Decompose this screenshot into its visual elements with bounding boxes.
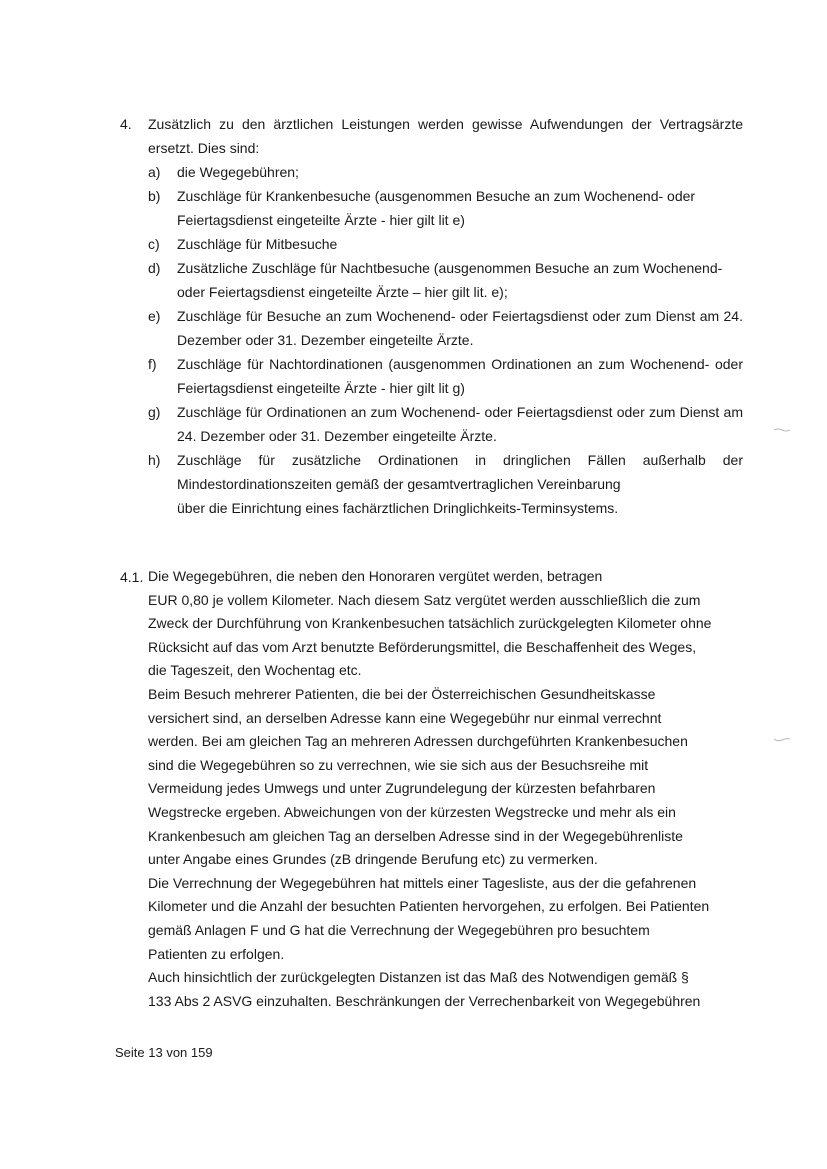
text-line: versichert sind, an derselben Adresse kann eine Wegegebühr nur einmal verrechnt xyxy=(148,709,662,726)
list-item xyxy=(148,400,743,448)
list-item-text: Zuschläge für Ordinationen an zum Wochenend- oder Feiertagsdienst oder zum Dienst am 24. Dezember oder 31. Dezember eingeteilte Ärzte. xyxy=(177,404,743,444)
list-item xyxy=(148,232,743,256)
text-line: Zweck der Durchführung von Krankenbesuchen tatsächlich zurückgelegten Kilometer ohne xyxy=(148,615,712,632)
text-line: 133 Abs 2 ASVG einzuhalten. Beschränkungen der Verrechenbarkeit von Wegegebühren xyxy=(148,992,701,1009)
list-item-text: die Wegegebühren; xyxy=(177,164,299,180)
section-4-1-body xyxy=(148,565,748,1013)
text-line: EUR 0,80 je vollem Kilometer. Nach diesem Satz vergütet werden ausschließlich die zum xyxy=(148,591,701,608)
list-item xyxy=(148,256,743,304)
list-item-label: f) xyxy=(148,356,157,372)
list-item xyxy=(148,184,743,232)
text-line: Patienten zu erfolgen. xyxy=(148,945,285,962)
list-item-text: Zusätzliche Zuschläge für Nachtbesuche (ausgenommen Besuche an zum Wochenend- oder Feiertagsdienst eingeteilte Ärzte – hier gilt lit. e); xyxy=(177,260,723,300)
text-line: Die Wegegebühren, die neben den Honoraren vergütet werden, betragen xyxy=(148,568,603,584)
list-item-text: Zuschläge für Krankenbesuche (ausgenommen Besuche an zum Wochenend- oder Feiertagsdienst eingeteilte Ärzte - hier gilt lit e) xyxy=(177,188,696,228)
list-item-label: c) xyxy=(148,236,160,252)
list-item-text: Zuschläge für Besuche an zum Wochenend- oder Feiertagsdienst oder zum Dienst am 24. Dezember oder 31. Dezember eingeteilte Ärzte. xyxy=(177,308,743,348)
section-4-1-number: 4.1. xyxy=(120,569,144,585)
text-line: gemäß Anlagen F und G hat die Verrechnung der Wegegebühren pro besuchtem xyxy=(148,921,650,938)
text-line: Auch hinsichtlich der zurückgelegten Distanzen ist das Maß des Notwendigen gemäß § xyxy=(148,969,689,986)
text-line: sind die Wegegebühren so zu verrechnen, wie sie sich aus der Besuchsreihe mit xyxy=(148,756,649,773)
list-item xyxy=(148,160,743,184)
text-line: Vermeidung jedes Umwegs und unter Zugrundelegung der kürzesten befahrbaren xyxy=(148,780,656,797)
list-item-label: a) xyxy=(148,164,161,180)
list-item-text: Zuschläge für Nachtordinationen (ausgenommen Ordinationen an zum Wochenend- oder Feiertagsdienst eingeteilte Ärzte - hier gilt lit g) xyxy=(177,356,743,396)
text-line: unter Angabe eines Grundes (zB dringende Berufung etc) zu vermerken. xyxy=(148,851,598,868)
list-item xyxy=(148,448,743,520)
text-line: Wegstrecke ergeben. Abweichungen von der kürzesten Wegstrecke und mehr als ein xyxy=(148,803,676,820)
list-item-text-line: Zuschläge für zusätzliche Ordinationen in dringlichen Fällen außerhalb der xyxy=(177,452,743,468)
text-line: werden. Bei am gleichen Tag an mehreren Adressen durchgeführten Krankenbesuchen xyxy=(148,733,688,750)
section-4-number: 4. xyxy=(120,116,132,132)
text-line: Rücksicht auf das vom Arzt benutzte Beförderungsmittel, die Beschaffenheit des Weges, xyxy=(148,638,697,655)
page-number-footer: Seite 13 von 159 xyxy=(115,1045,213,1060)
scan-mark-icon xyxy=(774,428,790,432)
text-line: Kilometer und die Anzahl der besuchten Patienten hervorgehen, zu erfolgen. Bei Patienten xyxy=(148,898,710,915)
list-item-label: h) xyxy=(148,452,161,468)
list-item xyxy=(148,304,743,352)
list-item-label: d) xyxy=(148,260,161,276)
text-line: Beim Besuch mehrerer Patienten, die bei der Österreichischen Gesundheitskasse xyxy=(148,685,656,702)
list-item xyxy=(148,352,743,400)
list-item-label: g) xyxy=(148,404,161,420)
text-line: Die Verrechnung der Wegegebühren hat mittels einer Tagesliste, aus der die gefahrenen xyxy=(148,874,697,891)
scan-mark-icon xyxy=(774,738,790,742)
section-4-intro: Zusätzlich zu den ärztlichen Leistungen werden gewisse Aufwendungen der Vertragsärzte ersetzt. Dies sind: xyxy=(148,116,743,156)
list-item-text: Zuschläge für Mitbesuche xyxy=(177,236,338,252)
section-4-list xyxy=(148,160,743,520)
list-item-label: b) xyxy=(148,188,161,204)
list-item-text-line: Mindestordinationszeiten gemäß der gesamtvertraglichen Vereinbarung xyxy=(177,476,621,492)
text-line: die Tageszeit, den Wochentag etc. xyxy=(148,662,362,679)
text-line: Krankenbesuch am gleichen Tag an derselben Adresse sind in der Wegegebührenliste xyxy=(148,827,683,844)
list-item-label: e) xyxy=(148,308,161,324)
list-item-text-line: über die Einrichtung eines fachärztlichen Dringlichkeits-Terminsystems. xyxy=(177,500,619,516)
